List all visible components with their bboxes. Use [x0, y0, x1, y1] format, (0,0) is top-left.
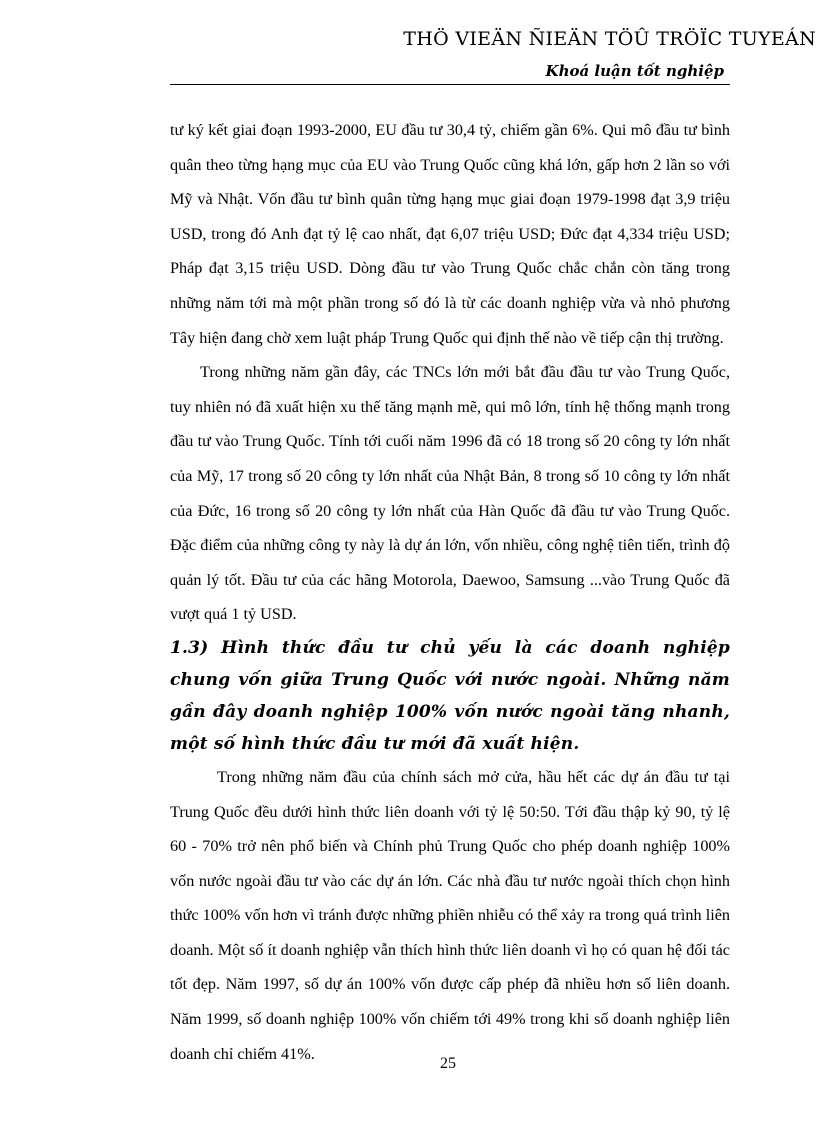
header-title: THÖ VIEÄN ÑIEÄN TÖÛ TRÖÏC TUYEÁN: [403, 28, 816, 50]
header-subtitle: Khoá luận tốt nghiệp: [545, 62, 724, 80]
paragraph-tncs-investment: Trong những năm gần đây, các TNCs lớn mới bắt đầu đầu tư vào Trung Quốc, tuy nhiên nó đã xuất hiện xu thế tăng mạnh mẽ, qui mô lớn, tính hệ thống mạnh trong đầu tư vào Trung Quốc. Tính tới cuối năm 1996 đã có 18 trong số 20 công ty lớn nhất của Mỹ, 17 trong số 20 công ty lớn nhất của Nhật Bản, 8 trong số 10 công ty lớn nhất của Đức, 16 trong số 20 công ty lớn nhất của Hàn Quốc đã đầu tư vào Trung Quốc. Đặc điểm của những công ty này là dự án lớn, vốn nhiều, công nghệ tiên tiến, trình độ quản lý tốt. Đầu tư của các hãng Motorola, Daewoo, Samsung ...vào Trung Quốc đã vượt quá 1 tỷ USD.: [170, 363, 730, 624]
paragraph-investment-forms: Trong những năm đầu của chính sách mở cửa, hầu hết các dự án đầu tư tại Trung Quốc đều dưới hình thức liên doanh với tỷ lệ 50:50. Tới đầu thập kỷ 90, tỷ lệ 60 - 70% trở nên phổ biến và Chính phủ Trung Quốc cho phép doanh nghiệp 100% vốn nước ngoài đầu tư vào các dự án lớn. Các nhà đầu tư nước ngoài thích chọn hình thức 100% vốn hơn vì tránh được những phiền nhiễu có thể xảy ra trong quá trình liên doanh. Một số ít doanh nghiệp vẫn thích hình thức liên doanh vì họ có quan hệ đối tác tốt đẹp. Năm 1997, số dự án 100% vốn được cấp phép đã nhiều hơn số liên doanh. Năm 1999, số doanh nghiệp 100% vốn chiếm tới 49% trong khi số doanh nghiệp liên doanh chỉ chiếm 41%.: [170, 767, 730, 1063]
page-number: 25: [440, 1055, 456, 1072]
section-heading: 1.3) Hình thức đầu tư chủ yếu là các doanh nghiệp chung vốn giữa Trung Quốc với nước ngoài. Những năm gần đây doanh nghiệp 100% vốn nước ngoài tăng nhanh, một số hình thức đầu tư mới đã xuất hiện.: [170, 637, 730, 754]
header-divider: [170, 84, 730, 85]
body-text: [170, 113, 730, 1071]
paragraph-eu-investment: tư ký kết giai đoạn 1993-2000, EU đầu tư 30,4 tỷ, chiếm gần 6%. Qui mô đầu tư bình quân theo từng hạng mục của EU vào Trung Quốc cũng khá lớn, gấp hơn 2 lần so với Mỹ và Nhật. Vốn đầu tư bình quân từng hạng mục giai đoạn 1979-1998 đạt 3,9 triệu USD, trong đó Anh đạt tỷ lệ cao nhất, đạt 6,07 triệu USD; Đức đạt 4,334 triệu USD; Pháp đạt 3,15 triệu USD. Dòng đầu tư vào Trung Quốc chắc chắn còn tăng trong những năm tới mà một phần trong số đó là từ các doanh nghiệp vừa và nhỏ phương Tây hiện đang chờ xem luật pháp Trung Quốc qui định thế nào về tiếp cận thị trường.: [170, 121, 730, 347]
